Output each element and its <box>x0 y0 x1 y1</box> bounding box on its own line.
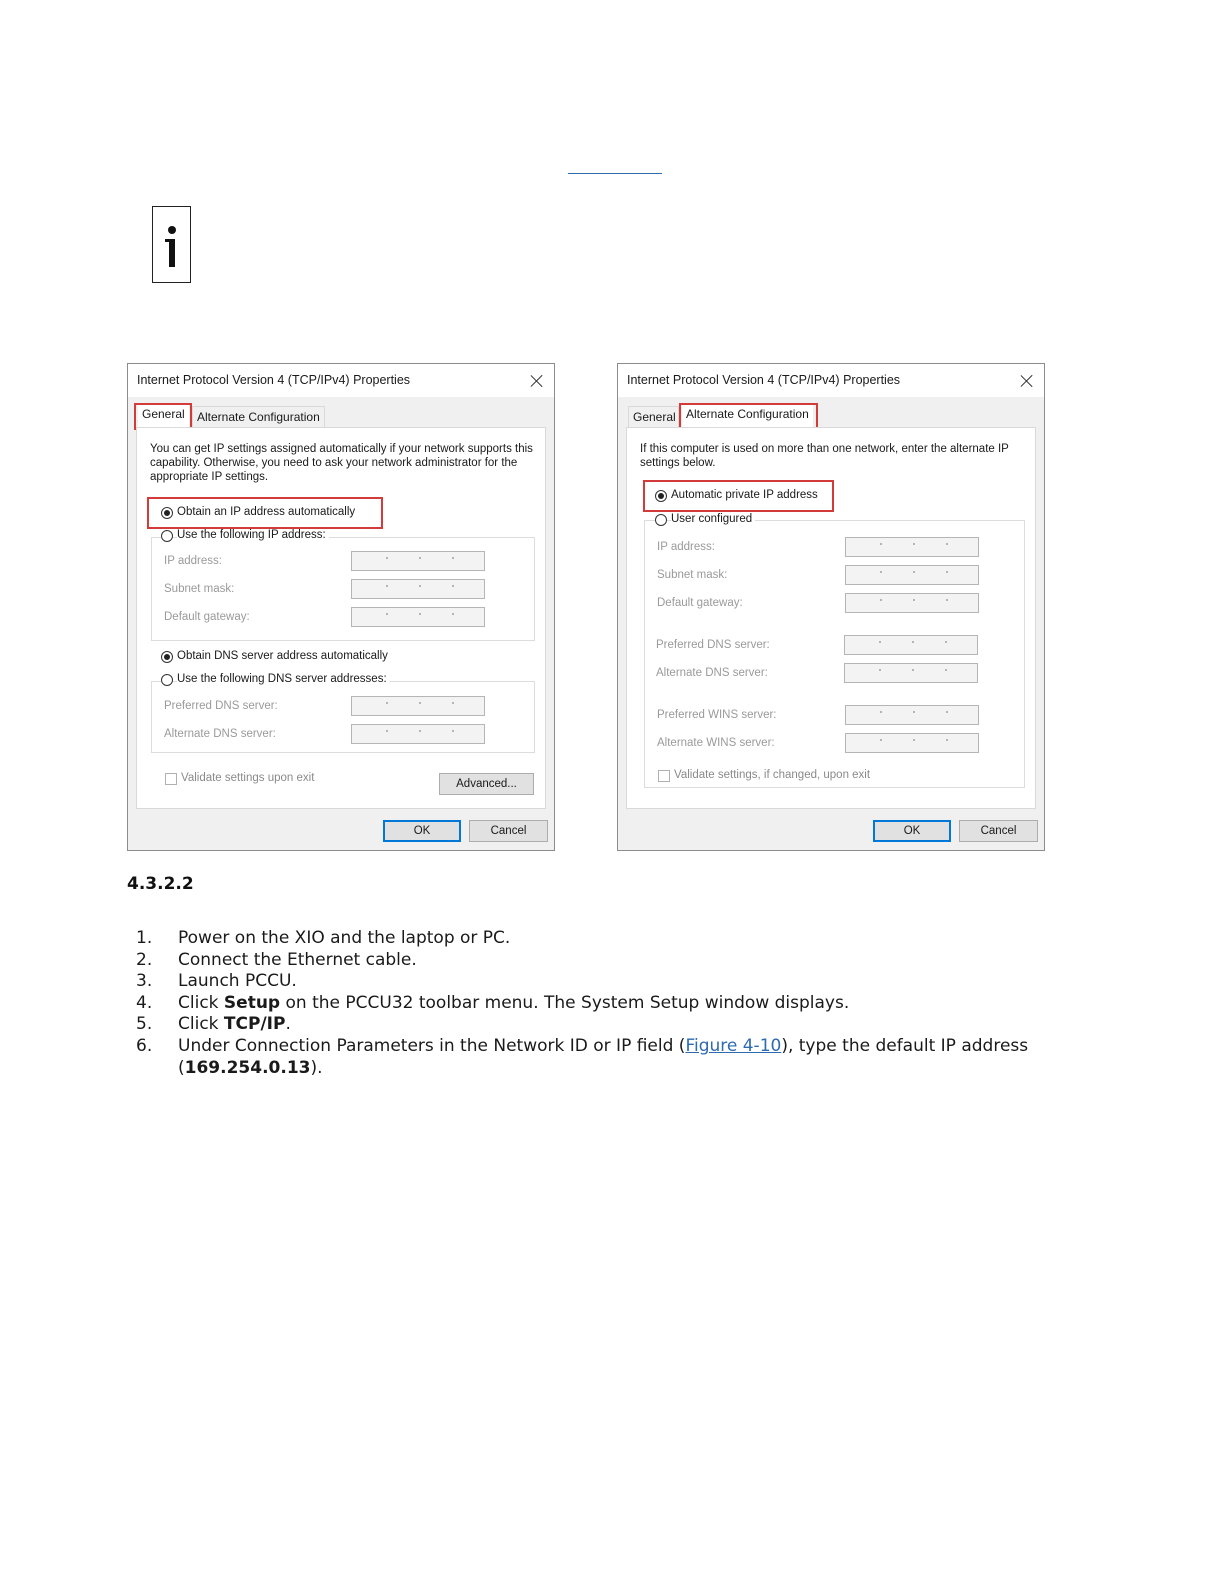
radio-use-ip-label: Use the following IP address: <box>177 529 329 541</box>
preferred-dns-field[interactable] <box>844 635 978 655</box>
radio-automatic-private-ip-label: Automatic private IP address <box>671 489 818 501</box>
section-heading: 4.3.2.2 <box>127 874 194 894</box>
preferred-wins-label: Preferred WINS server: <box>657 709 777 721</box>
cancel-button[interactable]: Cancel <box>959 820 1038 842</box>
default-gateway-field[interactable] <box>845 593 979 613</box>
list-item: 4. Click Setup on the PCCU32 toolbar menu. The System Setup window displays. <box>136 992 850 1013</box>
alternate-dns-label: Alternate DNS server: <box>164 728 276 740</box>
validate-label: Validate settings, if changed, upon exit <box>674 769 871 781</box>
hyperlink-underline[interactable] <box>568 173 662 174</box>
tab-panel <box>136 427 546 809</box>
alternate-wins-label: Alternate WINS server: <box>657 737 775 749</box>
validate-checkbox[interactable] <box>658 770 670 782</box>
preferred-wins-field[interactable] <box>845 705 979 725</box>
list-item: 3. Launch PCCU. <box>136 971 297 992</box>
validate-checkbox[interactable] <box>165 773 177 785</box>
ip-address-field[interactable] <box>845 537 979 557</box>
steps-list <box>136 928 1036 1079</box>
radio-automatic-private-ip[interactable] <box>655 490 667 502</box>
advanced-button[interactable]: Advanced... <box>439 773 534 795</box>
alternate-dns-label: Alternate DNS server: <box>656 667 768 679</box>
default-gateway-field[interactable] <box>351 607 485 627</box>
radio-user-configured-label: User configured <box>671 513 755 525</box>
preferred-dns-field[interactable] <box>351 696 485 716</box>
preferred-dns-label: Preferred DNS server: <box>164 700 278 712</box>
cancel-button[interactable]: Cancel <box>469 820 548 842</box>
tab-general[interactable]: General <box>628 406 679 427</box>
radio-obtain-dns[interactable] <box>161 651 173 663</box>
dialog-titlebar <box>618 364 1044 397</box>
highlight-box <box>134 403 192 430</box>
radio-use-dns-label: Use the following DNS server addresses: <box>177 673 390 685</box>
tab-alternate-configuration[interactable]: Alternate Configuration <box>682 404 813 428</box>
alternate-dns-field[interactable] <box>351 724 485 744</box>
radio-obtain-ip[interactable] <box>161 507 173 519</box>
tab-general[interactable]: General <box>138 404 189 428</box>
ip-address-label: IP address: <box>164 555 222 567</box>
figure-link[interactable]: Figure 4-10 <box>685 1035 782 1056</box>
default-gateway-label: Default gateway: <box>164 611 250 623</box>
ok-button[interactable]: OK <box>873 820 951 842</box>
highlight-box <box>679 403 818 430</box>
radio-use-dns[interactable] <box>161 674 173 686</box>
close-icon[interactable] <box>530 374 544 388</box>
dialog-titlebar <box>128 364 554 397</box>
subnet-mask-field[interactable] <box>845 565 979 585</box>
radio-obtain-dns-label: Obtain DNS server address automatically <box>177 650 388 662</box>
preferred-dns-label: Preferred DNS server: <box>656 639 770 651</box>
tab-alternate-configuration[interactable]: Alternate Configuration <box>192 406 325 427</box>
radio-use-ip[interactable] <box>161 530 173 542</box>
list-item: 6. Under Connection Parameters in the Network ID or IP field (Figure 4-10), type the default IP address (169.254.0.13). <box>136 1035 1029 1078</box>
alternate-wins-field[interactable] <box>845 733 979 753</box>
ipv4-properties-dialog-general <box>127 363 555 851</box>
ok-button[interactable]: OK <box>383 820 461 842</box>
subnet-mask-label: Subnet mask: <box>164 583 235 595</box>
info-icon <box>152 206 191 283</box>
subnet-mask-label: Subnet mask: <box>657 569 728 581</box>
list-item: 5. Click TCP/IP. <box>136 1014 291 1035</box>
alternate-dns-field[interactable] <box>844 663 978 683</box>
description-text: If this computer is used on more than one network, enter the alternate IP settings below. <box>640 443 1009 469</box>
ip-address-field[interactable] <box>351 551 485 571</box>
validate-label: Validate settings upon exit <box>181 772 315 784</box>
ip-address-label: IP address: <box>657 541 715 553</box>
dialog-title: Internet Protocol Version 4 (TCP/IPv4) Properties <box>137 373 411 387</box>
default-gateway-label: Default gateway: <box>657 597 743 609</box>
list-item: 1. Power on the XIO and the laptop or PC. <box>136 928 511 948</box>
subnet-mask-field[interactable] <box>351 579 485 599</box>
description-text: You can get IP settings assigned automatically if your network supports this capability. Otherwise, you need to ask your network administrator for the appropriate IP settings. <box>150 443 533 483</box>
tab-panel <box>626 427 1036 809</box>
close-icon[interactable] <box>1020 374 1034 388</box>
dialog-title: Internet Protocol Version 4 (TCP/IPv4) Properties <box>627 373 901 387</box>
ipv4-properties-dialog-alternate <box>617 363 1045 851</box>
radio-user-configured[interactable] <box>655 514 667 526</box>
list-item: 2. Connect the Ethernet cable. <box>136 949 417 970</box>
radio-obtain-ip-label: Obtain an IP address automatically <box>177 506 356 518</box>
